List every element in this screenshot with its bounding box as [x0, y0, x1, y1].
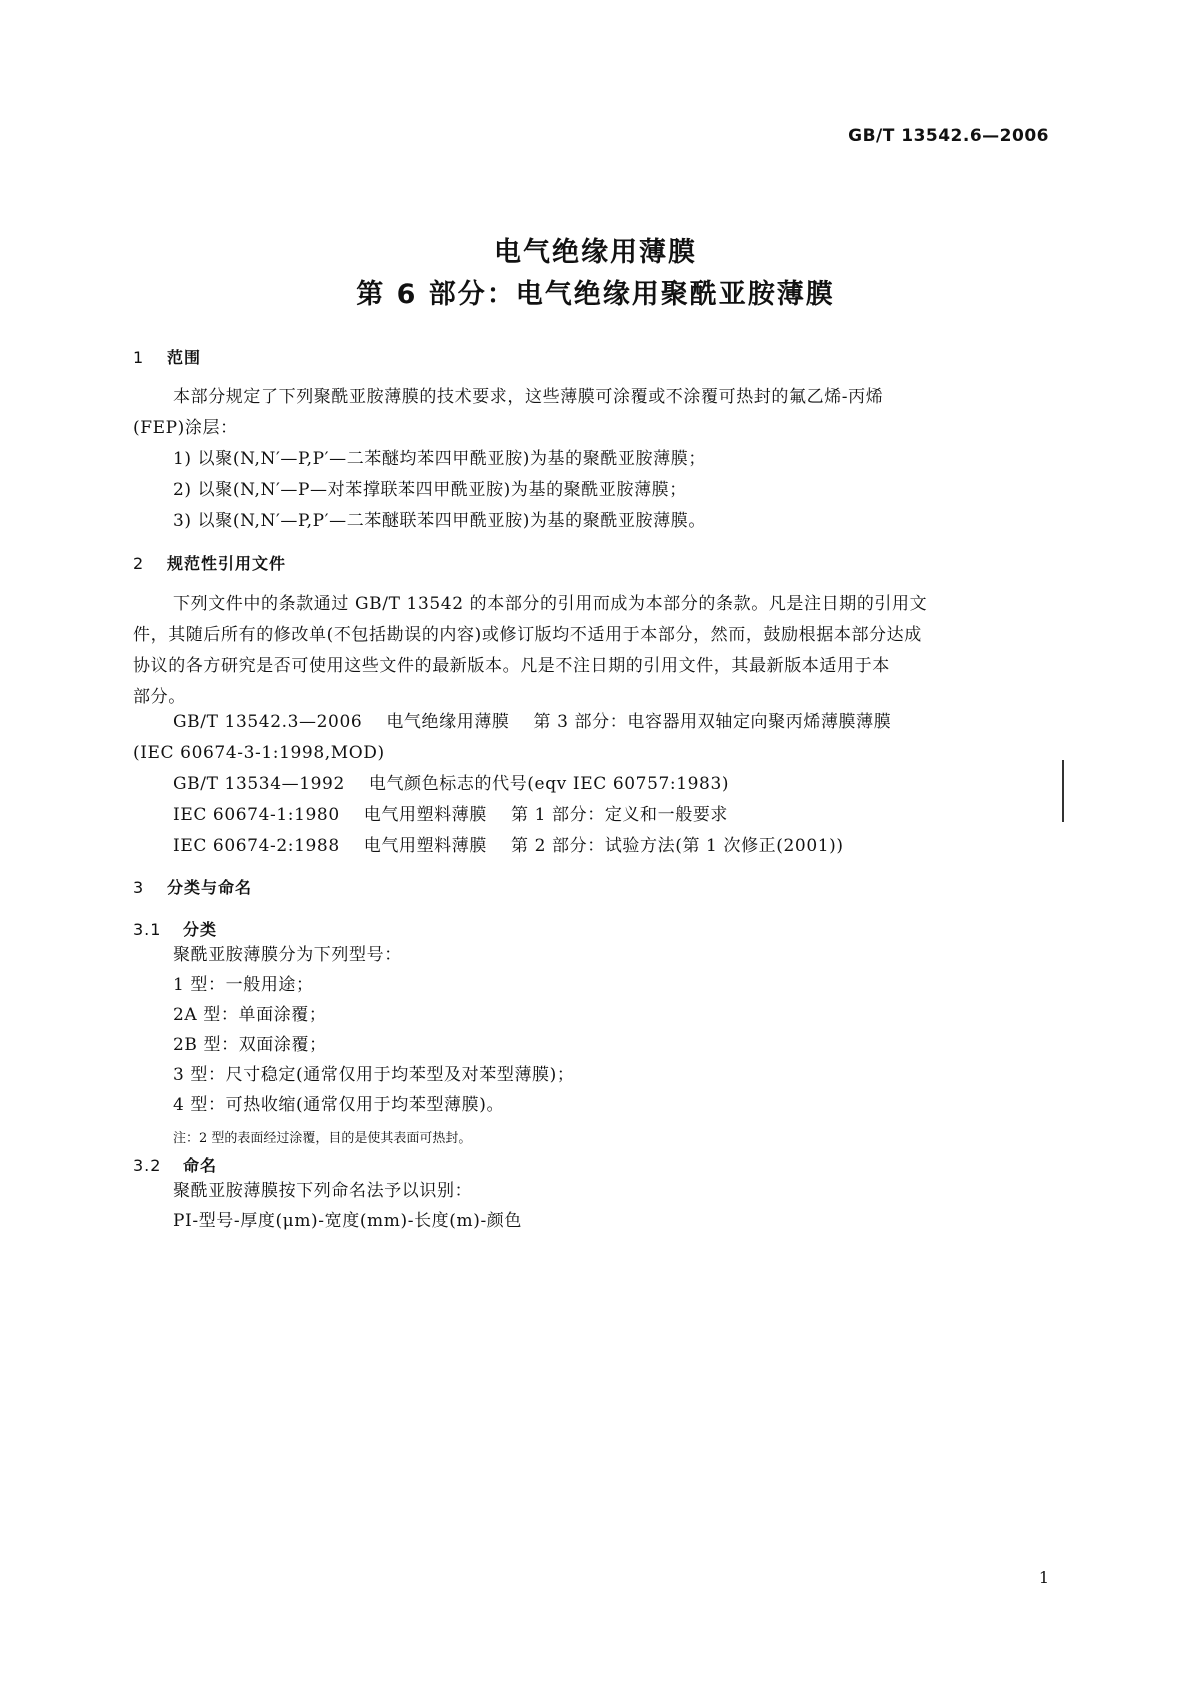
paragraph: 件，其随后所有的修改单(不包括勘误的内容)或修订版均不适用于本部分，然而，鼓励根据本部分达成: [133, 625, 922, 645]
list-item: 1) 以聚(N,N′—P,P′—二苯醚均苯四甲酰亚胺)为基的聚酰亚胺薄膜；: [173, 449, 706, 469]
document-subtitle: 第 6 部分：电气绝缘用聚酰亚胺薄膜: [356, 279, 835, 310]
subsection-3-1-heading: [133, 917, 217, 940]
reference-item: GB/T 13542.3—2006 电气绝缘用薄膜 第 3 部分：电容器用双轴定向聚丙烯薄膜薄膜: [173, 712, 892, 732]
section-title: 分类与命名: [167, 878, 253, 897]
list-item: 3) 以聚(N,N′—P,P′—二苯醚联苯四甲酰亚胺)为基的聚酰亚胺薄膜。: [173, 511, 706, 531]
reference-item: (IEC 60674-3-1:1998,MOD): [133, 743, 385, 763]
paragraph: 本部分规定了下列聚酰亚胺薄膜的技术要求，这些薄膜可涂覆或不涂覆可热封的氟乙烯-丙烯: [173, 387, 884, 407]
reference-item: GB/T 13534—1992 电气颜色标志的代号(eqv IEC 60757:1983): [173, 774, 730, 794]
classification-line: 1 型：一般用途；: [173, 975, 314, 995]
naming-formula: PI-型号-厚度(μm)-宽度(mm)-长度(m)-颜色: [173, 1211, 522, 1231]
section-number: 1: [133, 348, 145, 367]
reference-item: IEC 60674-1:1980 电气用塑料薄膜 第 1 部分：定义和一般要求: [173, 805, 729, 825]
classification-line: 聚酰亚胺薄膜分为下列型号：: [173, 945, 402, 965]
naming-line: 聚酰亚胺薄膜按下列命名法予以识别：: [173, 1181, 473, 1201]
change-bar: [1062, 760, 1064, 822]
list-item: 2) 以聚(N,N′—P—对苯撑联苯四甲酰亚胺)为基的聚酰亚胺薄膜；: [173, 480, 687, 500]
classification-line: 2B 型：双面涂覆；: [173, 1035, 327, 1055]
document-title: 电气绝缘用薄膜: [494, 237, 697, 268]
paragraph: 部分。: [133, 687, 186, 707]
subsection-3-2-heading: [133, 1153, 217, 1176]
section-number: 3: [133, 878, 145, 897]
note: 注：2 型的表面经过涂覆，目的是使其表面可热封。: [173, 1131, 472, 1146]
section-number: 2: [133, 554, 145, 573]
classification-line: 2A 型：单面涂覆；: [173, 1005, 327, 1025]
section-title: 规范性引用文件: [167, 554, 287, 573]
subsection-title: 命名: [183, 1156, 218, 1175]
paragraph: (FEP)涂层：: [133, 418, 238, 438]
paragraph: 下列文件中的条款通过 GB/T 13542 的本部分的引用而成为本部分的条款。凡是注日期的引用文: [173, 594, 928, 614]
standard-number: GB/T 13542.6—2006: [848, 126, 1049, 146]
section-1-heading: [133, 345, 201, 368]
subsection-title: 分类: [183, 920, 218, 939]
classification-line: 3 型：尺寸稳定(通常仅用于均苯型及对苯型薄膜)；: [173, 1065, 575, 1085]
subsection-number: 3.1: [133, 920, 162, 939]
section-2-heading: [133, 551, 286, 574]
reference-item: IEC 60674-2:1988 电气用塑料薄膜 第 2 部分：试验方法(第 1 次修正(2001)): [173, 836, 844, 856]
page-number: 1: [1038, 1568, 1049, 1587]
paragraph: 协议的各方研究是否可使用这些文件的最新版本。凡是不注日期的引用文件，其最新版本适用于本: [133, 656, 890, 676]
classification-line: 4 型：可热收缩(通常仅用于均苯型薄膜)。: [173, 1095, 505, 1115]
subsection-number: 3.2: [133, 1156, 162, 1175]
section-title: 范围: [167, 348, 202, 367]
section-3-heading: [133, 875, 252, 898]
